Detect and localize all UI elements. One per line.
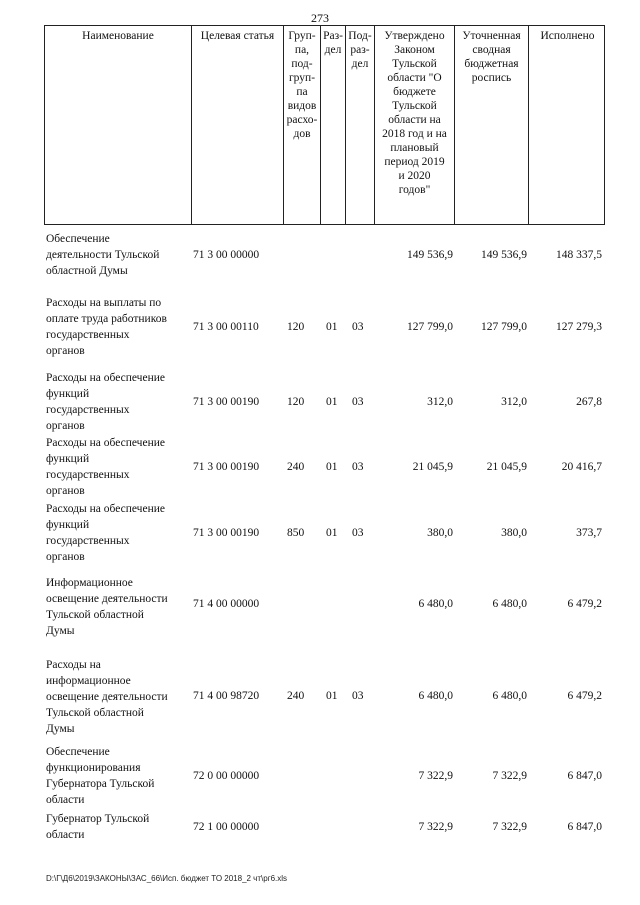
- row-executed: 373,7: [576, 527, 602, 539]
- row-approved: 7 322,9: [418, 821, 453, 833]
- row-subsection: 03: [352, 690, 364, 702]
- row-name: Расходы на выплаты по оплате труда работников государственных органов: [46, 297, 167, 357]
- row-executed: 127 279,3: [556, 321, 602, 333]
- header-section: Раз- дел: [321, 26, 346, 224]
- row-executed: 267,8: [576, 396, 602, 408]
- row-name: Обеспечение функционирования Губернатора Тульской области: [46, 746, 155, 806]
- row-executed: 6 479,2: [567, 690, 602, 702]
- row-expense-group: 120: [287, 321, 305, 333]
- row-expense-group: 240: [287, 461, 305, 473]
- row-executed: 20 416,7: [561, 461, 602, 473]
- row-name: Расходы на обеспечение функций государственных органов: [46, 372, 165, 432]
- header-specified: Уточненная сводная бюджетная роспись: [455, 26, 529, 224]
- page-number: 273: [311, 11, 329, 25]
- row-target-article: 71 3 00 00190: [193, 396, 260, 408]
- table-header: [44, 25, 605, 225]
- row-specified: 6 480,0: [492, 690, 527, 702]
- row-expense-group: 850: [287, 527, 305, 539]
- header-subsection: Под- раз- дел: [346, 26, 375, 224]
- row-target-article: 71 3 00 00190: [193, 461, 260, 473]
- row-approved: 6 480,0: [418, 598, 453, 610]
- row-executed: 6 847,0: [567, 770, 602, 782]
- row-specified: 7 322,9: [492, 770, 527, 782]
- row-subsection: 03: [352, 527, 364, 539]
- row-specified: 380,0: [501, 527, 527, 539]
- header-approved: Утверждено Законом Тульской области "О бюджете Тульской области на 2018 год и на плановый период 2019 и 2020 годов": [375, 26, 455, 224]
- header-target-article: Целевая статья: [192, 26, 284, 224]
- header-name: Наименование: [45, 26, 192, 224]
- row-name: Обеспечение деятельности Тульской областной Думы: [46, 233, 160, 277]
- row-target-article: 72 0 00 00000: [193, 770, 260, 782]
- row-approved: 21 045,9: [412, 461, 453, 473]
- row-executed: 6 479,2: [567, 598, 602, 610]
- row-approved: 312,0: [427, 396, 453, 408]
- row-subsection: 03: [352, 461, 364, 473]
- row-executed: 148 337,5: [556, 249, 602, 261]
- file-path-footer: D:\Г\Д6\2019\ЗАКОНЫ\ЗАС_66\Исп. бюджет ТО 2018_2 чт\рг6.xls: [46, 874, 288, 883]
- row-section: 01: [326, 396, 338, 408]
- row-section: 01: [326, 690, 338, 702]
- row-subsection: 03: [352, 396, 364, 408]
- row-name: Информационное освещение деятельности Тульской областной Думы: [46, 577, 168, 637]
- row-expense-group: 240: [287, 690, 305, 702]
- row-approved: 380,0: [427, 527, 453, 539]
- row-target-article: 71 3 00 00190: [193, 527, 260, 539]
- row-approved: 6 480,0: [418, 690, 453, 702]
- header-expense-group: Груп- па, под- груп- па видов расхо- дов: [284, 26, 321, 224]
- row-section: 01: [326, 461, 338, 473]
- row-name: Расходы на информационное освещение деятельности Тульской областной Думы: [46, 659, 168, 735]
- row-specified: 149 536,9: [481, 249, 527, 261]
- row-expense-group: 120: [287, 396, 305, 408]
- header-executed: Исполнено: [540, 30, 595, 42]
- row-specified: 312,0: [501, 396, 527, 408]
- row-specified: 21 045,9: [486, 461, 527, 473]
- row-specified: 7 322,9: [492, 821, 527, 833]
- row-specified: 127 799,0: [481, 321, 527, 333]
- row-target-article: 72 1 00 00000: [193, 821, 260, 833]
- row-approved: 149 536,9: [407, 249, 453, 261]
- row-target-article: 71 4 00 00000: [193, 598, 260, 610]
- row-specified: 6 480,0: [492, 598, 527, 610]
- row-name: Расходы на обеспечение функций государственных органов: [46, 437, 165, 497]
- row-target-article: 71 3 00 00110: [193, 321, 259, 333]
- row-name: Губернатор Тульской области: [46, 813, 150, 841]
- row-section: 01: [326, 527, 338, 539]
- row-name: Расходы на обеспечение функций государственных органов: [46, 503, 165, 563]
- row-subsection: 03: [352, 321, 364, 333]
- row-approved: 7 322,9: [418, 770, 453, 782]
- row-approved: 127 799,0: [407, 321, 453, 333]
- row-executed: 6 847,0: [567, 821, 602, 833]
- row-target-article: 71 4 00 98720: [193, 690, 260, 702]
- row-target-article: 71 3 00 00000: [193, 249, 260, 261]
- row-section: 01: [326, 321, 338, 333]
